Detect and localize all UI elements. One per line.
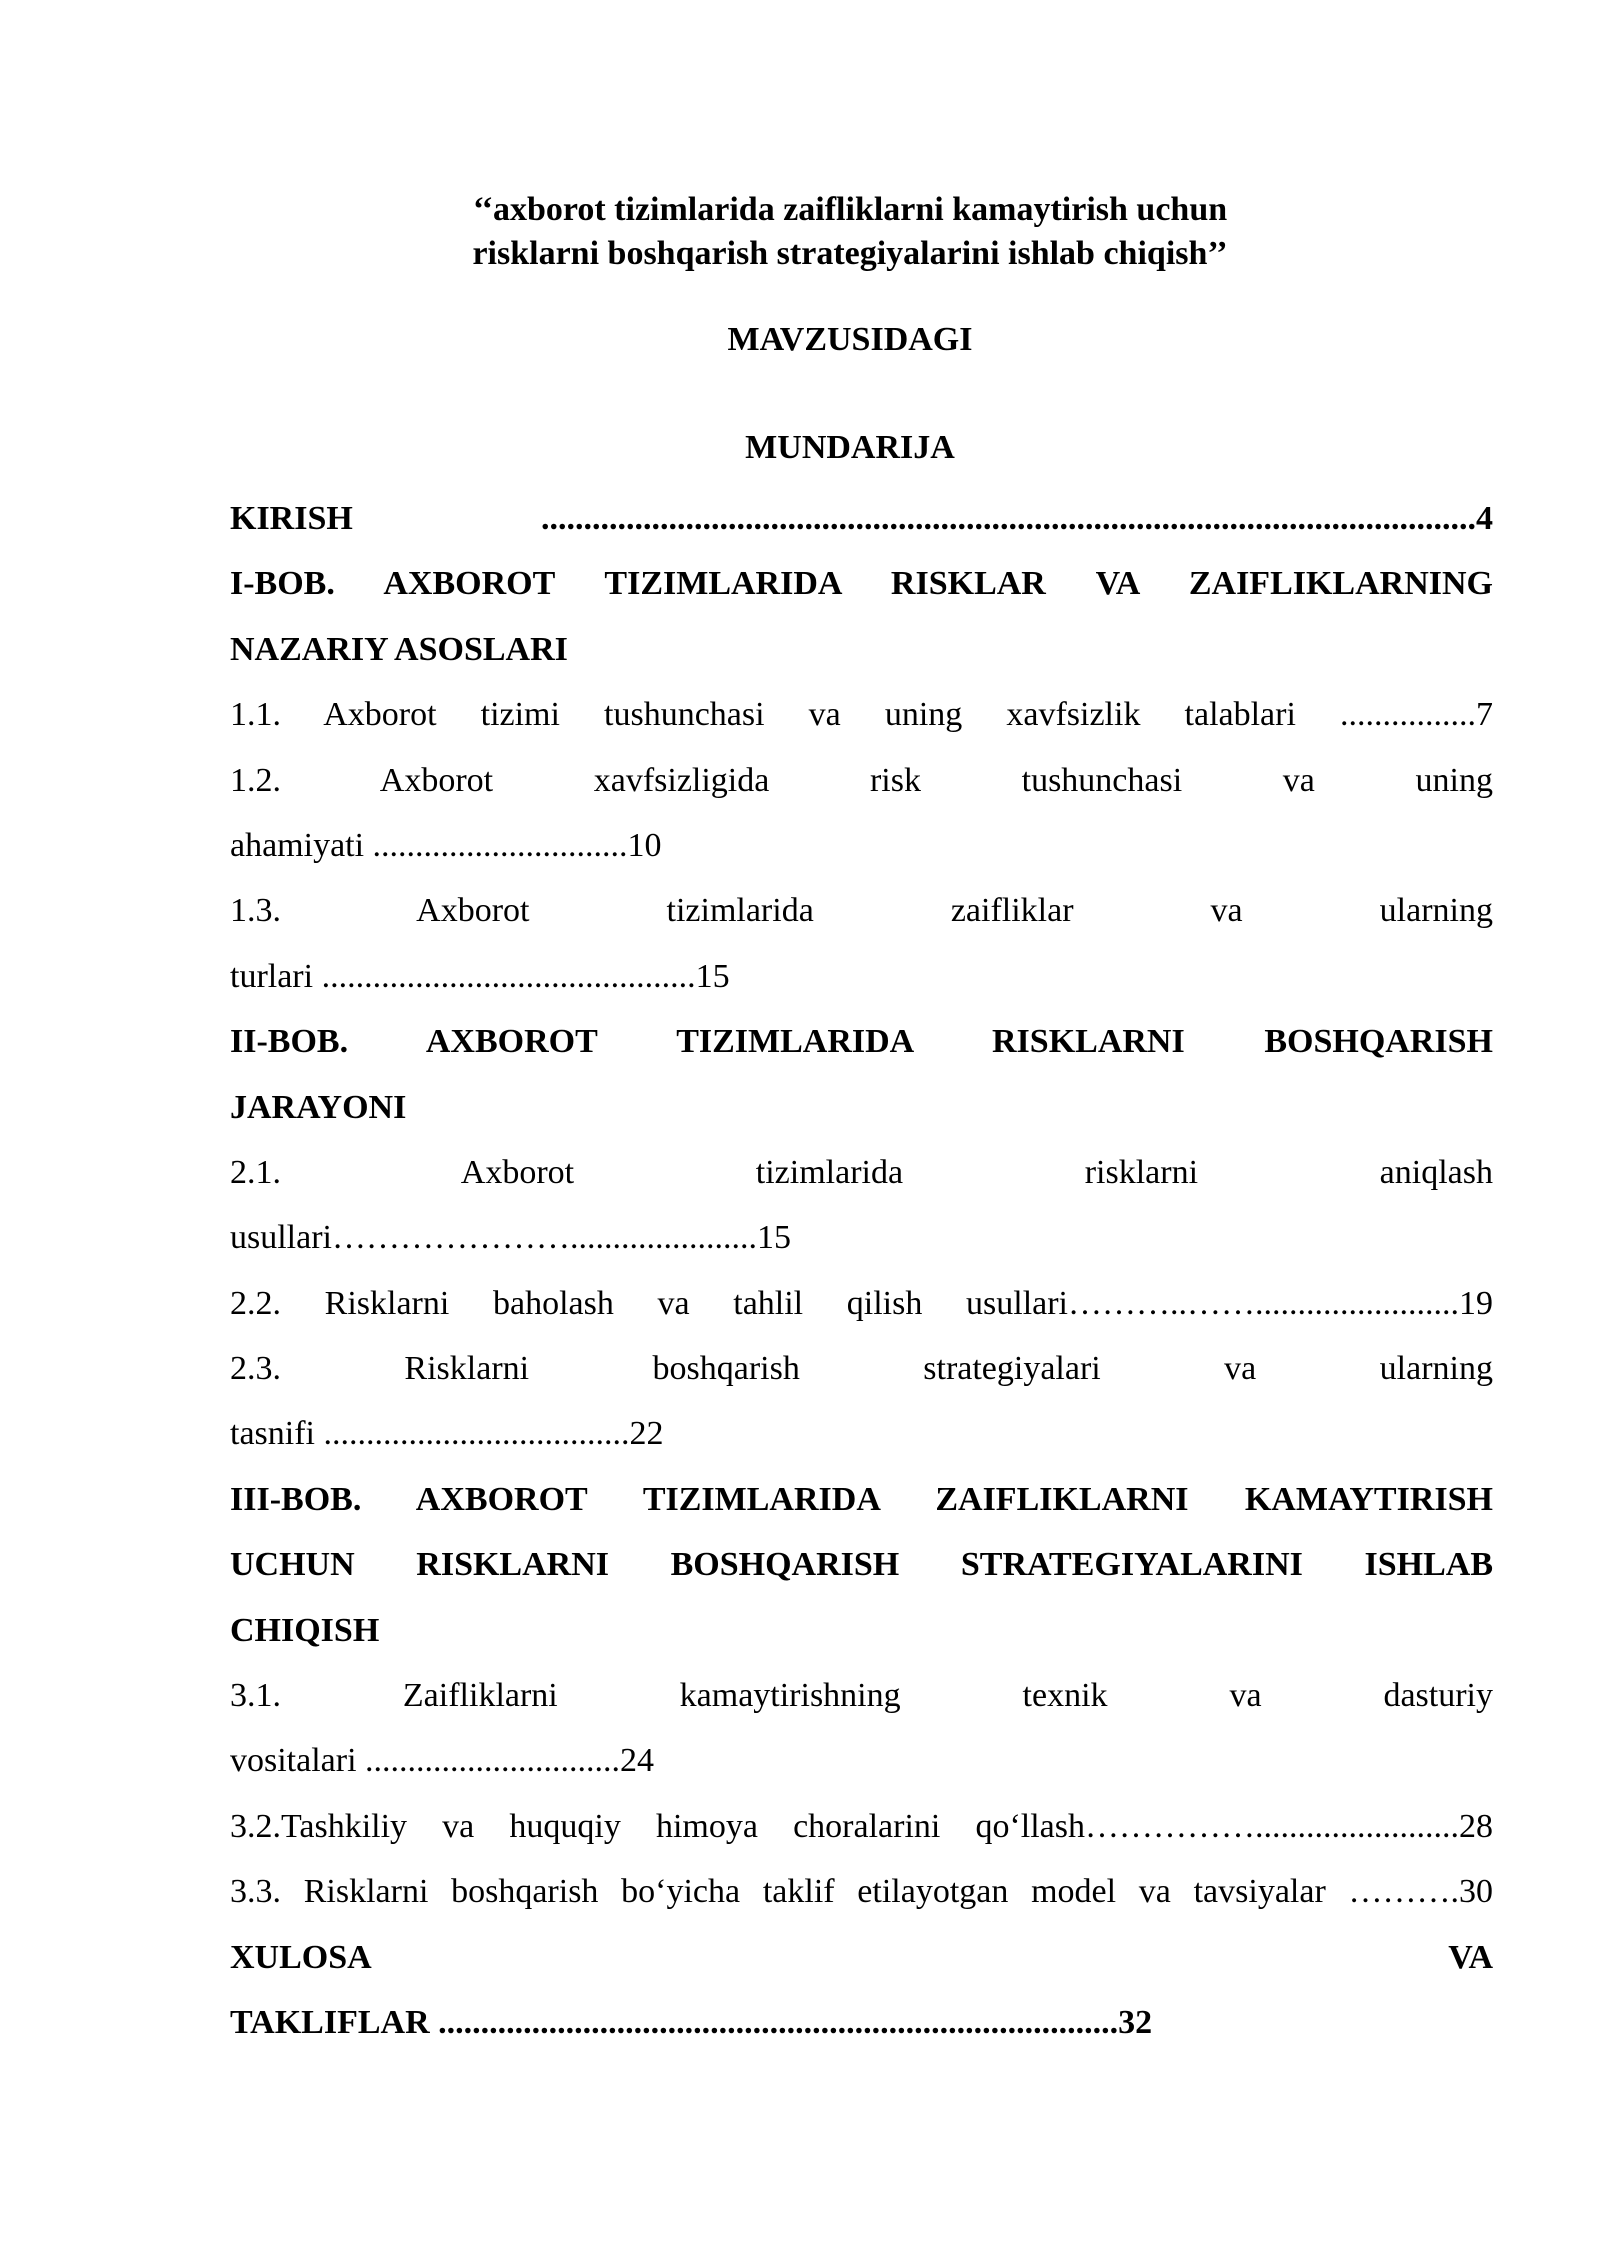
document-title-line-1: ‘‘axborot tizimlarida zaifliklarni kamaytirish uchun: [472, 191, 1228, 228]
toc-entry-2-3-cont[interactable]: tasnifi ....................................22: [230, 1415, 664, 1453]
document-subtitle: MAVZUSIDAGI: [727, 321, 973, 358]
toc-entry-1-3-cont[interactable]: turlari ............................................15: [230, 957, 730, 995]
toc-entry-3-2[interactable]: 3.2.Tashkiliy va huquqiy himoya choralarini qo‘llash……………........................28: [230, 1807, 1493, 1845]
document-title-line-2: risklarni boshqarish strategiyalarini ishlab chiqish’’: [472, 235, 1228, 272]
toc-chapter-2-heading-cont[interactable]: JARAYONI: [230, 1088, 407, 1126]
toc-entry-1-2[interactable]: 1.2. Axborot xavfsizligida risk tushunchasi va uning: [230, 761, 1493, 799]
toc-chapter-2-heading[interactable]: II-BOB. AXBOROT TIZIMLARIDA RISKLARNI BOSHQARISH: [230, 1023, 1493, 1061]
toc-entry-introduction[interactable]: KIRISH ..............................................................................................................4: [230, 500, 1493, 537]
toc-entry-3-1[interactable]: 3.1. Zaifliklarni kamaytirishning texnik va dasturiy: [230, 1677, 1493, 1715]
toc-entry-2-1[interactable]: 2.1. Axborot tizimlarida risklarni aniqlash: [230, 1153, 1493, 1191]
toc-entry-3-3[interactable]: 3.3. Risklarni boshqarish bo‘yicha taklif etilayotgan model va tavsiyalar ……….30: [230, 1873, 1493, 1911]
toc-entry-2-1-cont[interactable]: usullari…………………......................15: [230, 1219, 791, 1257]
toc-entry-1-1[interactable]: 1.1. Axborot tizimi tushunchasi va uning xavfsizlik talablari ................7: [230, 696, 1493, 734]
table-of-contents: [230, 486, 1493, 2055]
toc-chapter-1-heading[interactable]: I-BOB. AXBOROT TIZIMLARIDA RISKLAR VA ZAIFLIKLARNING: [230, 565, 1493, 603]
toc-chapter-1-heading-cont[interactable]: NAZARIY ASOSLARI: [230, 630, 568, 668]
toc-entry-2-2[interactable]: 2.2. Risklarni baholash va tahlil qilish usullari………..……........................19: [230, 1284, 1493, 1322]
toc-entry-1-3[interactable]: 1.3. Axborot tizimlarida zaifliklar va ularning: [230, 892, 1493, 930]
toc-chapter-3-heading-line-2[interactable]: UCHUN RISKLARNI BOSHQARISH STRATEGIYALARINI ISHLAB: [230, 1546, 1493, 1584]
toc-entry-2-3[interactable]: 2.3. Risklarni boshqarish strategiyalari va ularning: [230, 1350, 1493, 1388]
toc-entry-3-1-cont[interactable]: vositalari ..............................24: [230, 1742, 655, 1780]
toc-entry-conclusion[interactable]: XULOSA VA: [230, 1938, 1493, 1976]
toc-entry-conclusion-cont[interactable]: TAKLIFLAR ................................................................................32: [230, 2003, 1153, 2041]
toc-chapter-3-heading-line-3[interactable]: CHIQISH: [230, 1611, 380, 1649]
toc-heading: MUNDARIJA: [745, 429, 955, 466]
toc-chapter-3-heading[interactable]: III-BOB. AXBOROT TIZIMLARIDA ZAIFLIKLARNI KAMAYTIRISH: [230, 1480, 1493, 1518]
toc-entry-1-2-cont[interactable]: ahamiyati ..............................10: [230, 826, 662, 864]
